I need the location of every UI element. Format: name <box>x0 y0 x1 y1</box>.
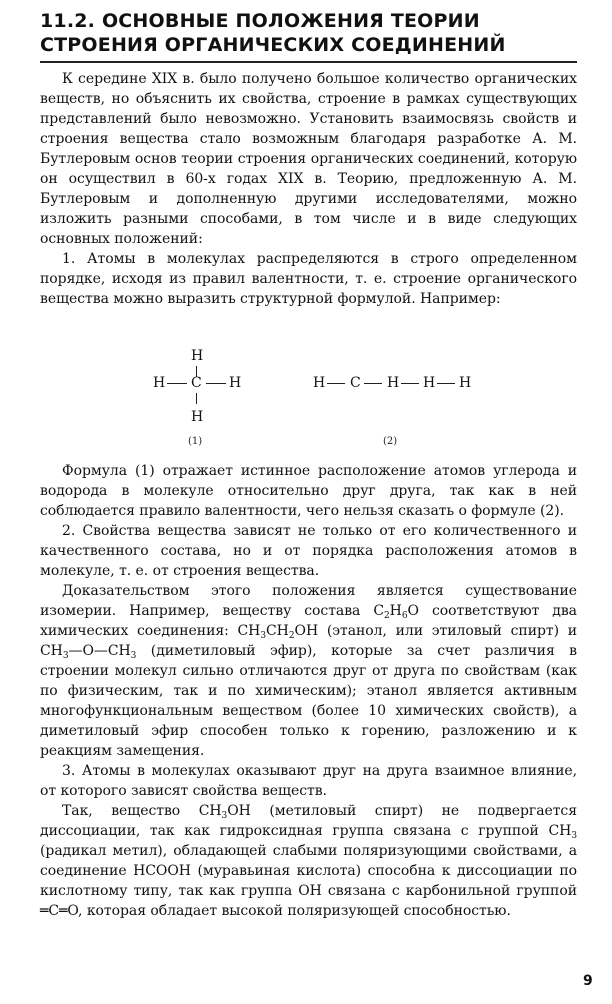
formula2-bond <box>364 383 382 384</box>
text-run: (диметиловый эфир), которые за счет различия в строении молекул сильно отличаются друг от друга по свойствам (как по физическим, так и по химическим); этанол является активным многофункциональным веществом (более 10 химических свойств), а диметиловый эфир способен только к горению, разложению и к реакциям замещения. <box>40 643 577 759</box>
paragraph-intro: К середине XIX в. было получено большое количество органических веществ, но объяснить их свойства, строение в рамках существующих представлений было невозможно. Установить взаимосвязь свойств и строения вещества стало возможным благодаря разработке А. М. Бутлеровым основ теории строения органических соединений, которую он осуществил в 60-х годах XIX в. Теорию, предложенную А. М. Бутлеровым и дополненную другими исследователями, можно изложить разными способами, в том числе и в виде следующих основных положений: <box>40 71 577 247</box>
text-run: Доказательством этого положения является существование изомерии. Например, веществу состава C <box>40 583 577 619</box>
formula1-label: (1) <box>188 436 203 447</box>
formula2-atom: H <box>423 375 436 391</box>
heading-title-line-1: ОСНОВНЫЕ ПОЛОЖЕНИЯ ТЕОРИИ <box>101 10 480 32</box>
text-run: Так, вещество CH <box>62 803 222 819</box>
formula1-right-atom: H <box>229 375 242 391</box>
formula2-bond <box>401 383 419 384</box>
text-run: (радикал метил), обладающей слабыми поляризующими свойствами, а соединение HCOOH (муравьиная кислота) способна к диссоциации по кислотному типу, так как группа OH связана с карбонильной группой ═C═O, которая обладает высокой поляризующей способностью. <box>40 843 577 919</box>
paragraph-formula-comment: Формула (1) отражает истинное расположение атомов углерода и водорода в молекуле относительно друг друга, так как в ней соблюдается правило валентности, чего нельзя сказать о формуле (2). <box>40 463 577 519</box>
paragraph-point-1: 1. Атомы в молекулах распределяются в строго определенном порядке, исходя из правил валентности, т. е. строение органического вещества можно выразить структурной формулой. Например: <box>40 251 577 307</box>
subscript: 3 <box>571 831 577 841</box>
subscript: 3 <box>130 651 137 661</box>
text-run: CH <box>266 623 289 639</box>
formula2-atom: H <box>459 375 472 391</box>
formula1-bond-right <box>206 383 226 384</box>
paragraph-mutual-influence <box>40 801 577 921</box>
text-run: OH (этанол, или этиловый спирт) и CH <box>40 623 577 659</box>
formula2-bond <box>327 383 345 384</box>
formula2-atom: C <box>350 375 361 391</box>
formula1-bond-bottom <box>196 393 197 404</box>
subscript: 6 <box>401 611 408 621</box>
paragraph-isomerism <box>40 581 577 761</box>
heading-underline <box>40 61 577 63</box>
text-block-intro <box>40 69 577 309</box>
formula2-label: (2) <box>383 436 398 447</box>
text-run: —O—CH <box>68 643 131 659</box>
formula1-bond-left <box>167 383 187 384</box>
section-number: 11.2. <box>40 10 96 32</box>
formula2-atom: H <box>313 375 326 391</box>
subscript: 3 <box>221 811 228 821</box>
heading-line-1 <box>40 9 580 33</box>
formula1-center-atom: C <box>191 375 202 391</box>
formula1-top-atom: H <box>191 348 204 364</box>
section-heading <box>40 9 580 57</box>
subscript: 2 <box>288 631 295 641</box>
paragraph-point-3: 3. Атомы в молекулах оказывают друг на друга взаимное влияние, от которого зависят свойства веществ. <box>40 763 577 799</box>
formula1-left-atom: H <box>153 375 166 391</box>
subscript: 2 <box>383 611 390 621</box>
paragraph-point-2: 2. Свойства вещества зависят не только от его количественного и качественного состава, но и от порядка расположения атомов в молекуле, т. е. от строения вещества. <box>40 523 577 579</box>
subscript: 3 <box>62 651 69 661</box>
subscript: 3 <box>260 631 267 641</box>
formula2-atom: H <box>387 375 400 391</box>
text-run: O соответствуют два химических соединения: CH <box>40 603 577 639</box>
page-number: 9 <box>583 973 593 989</box>
text-block-main <box>40 461 577 921</box>
formula1-bottom-atom: H <box>191 409 204 425</box>
text-run: OH (метиловый спирт) не подвергается диссоциации, так как гидроксидная группа связана с группой CH <box>40 803 577 839</box>
heading-title-line-2: СТРОЕНИЯ ОРГАНИЧЕСКИХ СОЕДИНЕНИЙ <box>40 34 506 56</box>
text-run: H <box>389 603 402 619</box>
formula2-bond <box>437 383 455 384</box>
